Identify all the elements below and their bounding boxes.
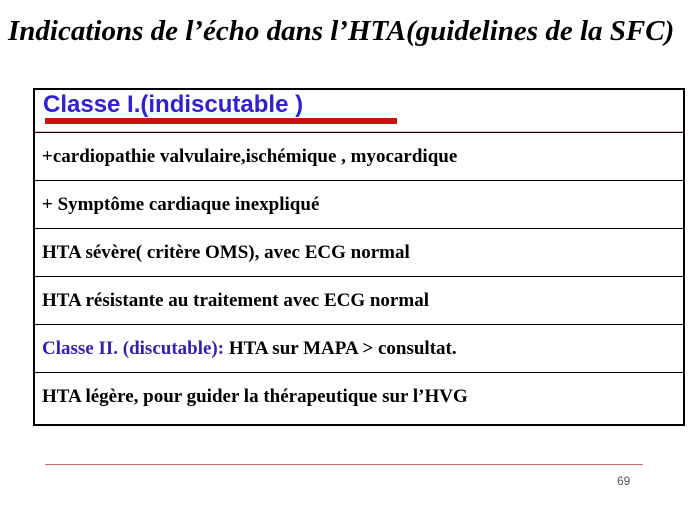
header-underline: [45, 118, 397, 124]
table-row: [35, 276, 683, 324]
indications-table: [33, 88, 685, 426]
table-row-text: HTA légère, pour guider la thérapeutique sur l’HVG: [42, 386, 468, 407]
table-row-text: + Symptôme cardiaque inexpliqué: [42, 194, 320, 215]
table-header-label: Classe I.(indiscutable ): [43, 91, 304, 118]
page-number: 69: [617, 474, 631, 488]
table-row-text: HTA résistante au traitement avec ECG normal: [42, 290, 429, 311]
table-row-text: [42, 338, 457, 360]
table-row-text: +cardiopathie valvulaire,ischémique , myocardique: [42, 146, 458, 167]
table-row: [35, 324, 683, 372]
table-row: [35, 228, 683, 276]
table-row: [35, 372, 683, 426]
class-two-label: Classe II. (discutable):: [42, 338, 225, 359]
table-row-text: HTA sévère( critère OMS), avec ECG normal: [42, 242, 410, 263]
class-two-text: HTA sur MAPA > consultat.: [224, 338, 457, 359]
slide-title: Indications de l’écho dans l’HTA(guidelines de la SFC): [8, 15, 675, 47]
footer-divider: [45, 464, 643, 465]
table-header-cell: [35, 90, 683, 132]
table-row: [35, 180, 683, 228]
table-row: [35, 132, 683, 180]
